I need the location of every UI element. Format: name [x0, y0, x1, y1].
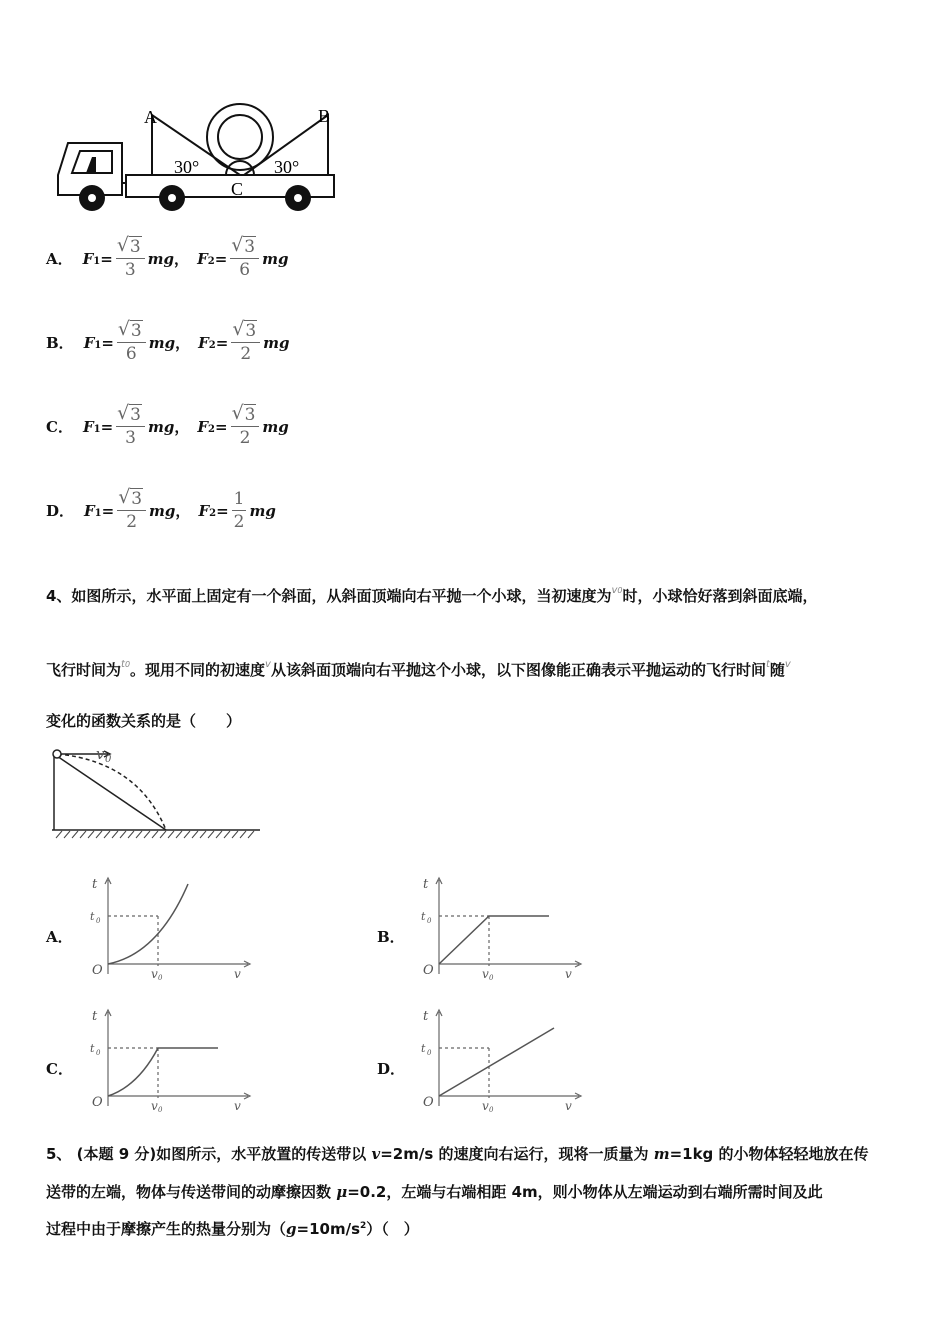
- incline-figure: [48, 742, 263, 840]
- f1-sub: 1: [94, 508, 102, 519]
- origin-label: O: [423, 1095, 434, 1110]
- comma: ，: [175, 502, 191, 520]
- f2-sub: 2: [208, 340, 216, 351]
- f1-symbol: F: [82, 249, 94, 268]
- f1-eq: =: [100, 417, 114, 436]
- option-letter: A．: [46, 928, 73, 946]
- t-v-graph: [409, 1006, 589, 1116]
- q3-option-c[interactable]: [46, 404, 289, 449]
- t-v-graph: [409, 874, 589, 984]
- f2-eq: =: [214, 249, 228, 268]
- f2-symbol: F: [198, 333, 209, 352]
- t-v-graph: [78, 874, 258, 984]
- f2-symbol: F: [198, 501, 210, 520]
- f1-fraction: √ $\frac{3}{3}$: [116, 404, 145, 449]
- f2-sub: 2: [209, 508, 217, 519]
- origin-label: O: [423, 963, 434, 978]
- v0-sub: 0: [158, 974, 163, 982]
- f2-fraction: $\frac{1}{2}$: [233, 489, 245, 532]
- f1-eq: =: [101, 333, 114, 352]
- comma: ，: [175, 334, 191, 352]
- fig-v0-label: v: [96, 745, 105, 763]
- q3-option-d[interactable]: [46, 488, 276, 533]
- origin-label: O: [92, 963, 103, 978]
- f2-mg: mg: [263, 333, 290, 352]
- f2-symbol: F: [197, 417, 209, 436]
- f2-eq: =: [215, 417, 228, 436]
- f1-mg: mg: [149, 501, 176, 520]
- label-b: B: [318, 106, 331, 126]
- fig-v0-sub: 0: [105, 754, 112, 765]
- v0-label: v: [151, 967, 158, 981]
- truck-figure: [50, 95, 345, 220]
- option-letter: C．: [46, 418, 73, 436]
- q5-line3: 过程中由于摩擦产生的热量分别为$(g=10m/s^2)$（ ）: [46, 1220, 419, 1238]
- q4-line3: 变化的函数关系的是（ ）: [46, 712, 242, 730]
- option-letter: D．: [46, 502, 75, 520]
- axis-t-label: t: [423, 1009, 429, 1024]
- t0-sub: 0: [96, 917, 101, 925]
- t0-label: t: [90, 1042, 95, 1055]
- f2-fraction: √ $\frac{3}{6}$: [230, 236, 259, 281]
- angle-right: 30°: [274, 157, 300, 177]
- axis-v-label: v: [565, 967, 572, 981]
- f1-symbol: F: [83, 333, 95, 352]
- comma: ，: [174, 418, 190, 436]
- label-c: C: [231, 179, 244, 199]
- f2-sub: 2: [207, 256, 215, 267]
- q3-option-b[interactable]: [46, 320, 290, 365]
- t0-sub: 0: [427, 917, 432, 925]
- f1-eq: =: [100, 249, 113, 268]
- q5-line2: 送带的左端，物体与传送带间的动摩擦因数 μ=0.2，左端与右端相距 4m，则小物体从左端运动到右端所需时间及此: [46, 1183, 823, 1201]
- v0-label: v: [482, 1099, 489, 1113]
- t0-label: t: [90, 910, 95, 923]
- f1-fraction: √ $\frac{3}{6}$: [117, 320, 146, 365]
- t0-sub: 0: [427, 1049, 432, 1057]
- t0-label: t: [421, 1042, 426, 1055]
- axis-t-label: t: [423, 877, 429, 892]
- f1-fraction: √ $\frac{3}{2}$: [117, 488, 146, 533]
- f2-eq: =: [216, 501, 229, 520]
- f1-mg: mg: [148, 333, 176, 352]
- angle-left: 30°: [174, 157, 200, 177]
- f2-mg: mg: [249, 501, 276, 520]
- v0-label: v: [151, 1099, 158, 1113]
- f2-fraction: √ $\frac{3}{2}$: [231, 320, 260, 365]
- label-a: A: [144, 107, 157, 127]
- f1-mg: mg: [147, 249, 175, 268]
- v0-sub: 0: [489, 1106, 494, 1114]
- axis-v-label: v: [565, 1099, 572, 1113]
- option-letter: B．: [46, 334, 74, 352]
- axis-v-label: v: [234, 1099, 241, 1113]
- t0-label: t: [421, 910, 426, 923]
- option-letter: C．: [46, 1060, 73, 1078]
- comma: ，: [174, 250, 190, 268]
- option-letter: A．: [46, 250, 73, 268]
- f2-mg: mg: [262, 417, 289, 436]
- f1-mg: mg: [147, 417, 175, 436]
- option-letter: D．: [377, 1060, 406, 1078]
- q3-option-a[interactable]: [46, 236, 288, 281]
- f1-symbol: F: [82, 417, 94, 436]
- f2-sub: 2: [208, 424, 215, 435]
- axis-t-label: t: [92, 877, 98, 892]
- axis-v-label: v: [234, 967, 241, 981]
- f1-sub: 1: [93, 424, 101, 435]
- t0-sub: 0: [96, 1049, 101, 1057]
- f2-fraction: √ $\frac{3}{2}$: [231, 404, 260, 449]
- q4-line1: 4、如图所示，水平面上固定有一个斜面，从斜面顶端向右平抛一个小球，当初速度为$^{v0}$时，小球恰好落到斜面底端，: [46, 585, 818, 605]
- f1-eq: =: [101, 501, 115, 520]
- q4-line2: 飞行时间为$^{t0}$。现用不同的初速度$^v$从该斜面顶端向右平抛这个小球，以下图像能正确表示平抛运动的飞行时间$^t$随$^v$: [46, 659, 791, 679]
- f2-eq: =: [215, 333, 229, 352]
- axis-t-label: t: [92, 1009, 98, 1024]
- q5-line1: 5、 (本题 9 分)如图所示，水平放置的传送带以 v=2m/s 的速度向右运行，现将一质量为 m=1kg 的小物体轻轻地放在传: [46, 1145, 869, 1163]
- t-v-graph: [78, 1006, 258, 1116]
- origin-label: O: [92, 1095, 103, 1110]
- v0-sub: 0: [158, 1106, 163, 1114]
- f1-fraction: √ $\frac{3}{3}$: [116, 236, 145, 281]
- f1-sub: 1: [93, 256, 101, 267]
- option-letter: B．: [377, 928, 405, 946]
- f2-symbol: F: [197, 249, 208, 268]
- v0-sub: 0: [489, 974, 494, 982]
- f1-sub: 1: [94, 340, 102, 351]
- v0-label: v: [482, 967, 489, 981]
- f1-symbol: F: [84, 501, 95, 520]
- f2-mg: mg: [262, 249, 289, 268]
